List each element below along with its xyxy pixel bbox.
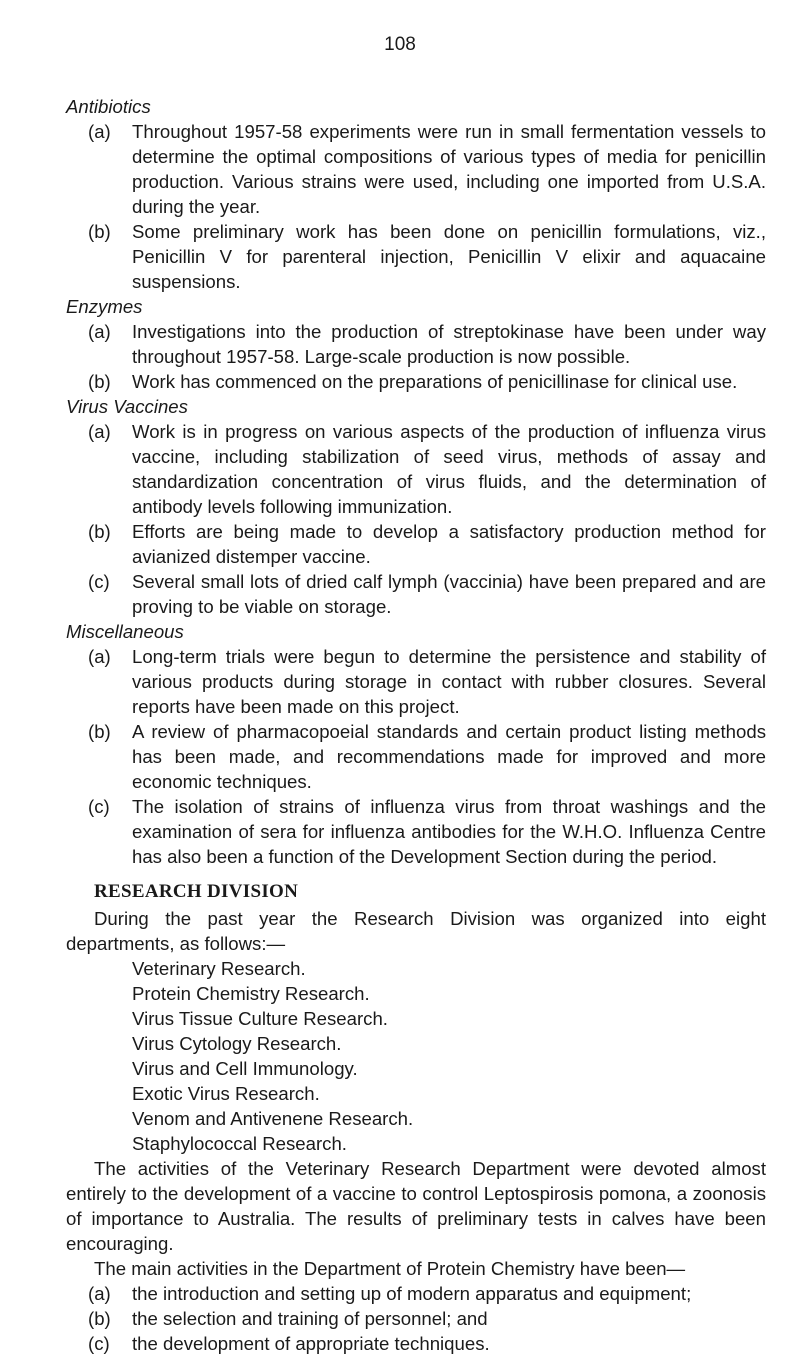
list-item xyxy=(66,419,766,519)
list-item xyxy=(66,794,766,869)
item-label: (a) xyxy=(88,1283,111,1304)
list-item xyxy=(66,319,766,369)
item-label: (b) xyxy=(88,1308,111,1329)
item-label: (c) xyxy=(88,1333,110,1354)
list-item xyxy=(66,119,766,219)
department-item: Virus and Cell Immunology. xyxy=(132,1058,358,1079)
section-heading-enzymes: Enzymes xyxy=(66,296,143,317)
item-text: Work has commenced on the preparations of penicillinase for clinical use. xyxy=(132,371,738,392)
item-text: A review of pharmacopoeial standards and certain product listing methods has been made, and recommendations made for improved and more economic techniques. xyxy=(132,721,766,792)
item-text: the introduction and setting up of modern apparatus and equipment; xyxy=(132,1283,692,1304)
research-intro: During the past year the Research Division was organized into eight departments, as follows:— xyxy=(66,908,766,954)
item-label: (a) xyxy=(88,121,111,142)
item-label: (c) xyxy=(88,796,110,817)
item-text: Several small lots of dried calf lymph (vaccinia) have been prepared and are proving to be viable on storage. xyxy=(132,571,766,617)
item-label: (a) xyxy=(88,321,111,342)
department-item: Virus Cytology Research. xyxy=(132,1033,342,1054)
item-label: (a) xyxy=(88,646,111,667)
item-label: (b) xyxy=(88,721,111,742)
item-text: Efforts are being made to develop a satisfactory production method for avianized distemper vaccine. xyxy=(132,521,766,567)
item-text: the selection and training of personnel; and xyxy=(132,1308,488,1329)
list-item xyxy=(66,719,766,794)
list-item xyxy=(66,1281,766,1306)
department-item: Protein Chemistry Research. xyxy=(132,983,370,1004)
list-item xyxy=(66,569,766,619)
protein-paragraph: The main activities in the Department of Protein Chemistry have been— xyxy=(94,1258,686,1279)
veterinary-paragraph: The activities of the Veterinary Research Department were devoted almost entirely to the development of a vaccine to control Leptospirosis pomona, a zoonosis of importance to Australia. The results of preliminary tests in calves have been encouraging. xyxy=(66,1158,766,1254)
item-text: The isolation of strains of influenza virus from throat washings and the examination of sera for influenza antibodies for the W.H.O. Influenza Centre has also been a function of the Development Section during the period. xyxy=(132,796,766,867)
department-item: Exotic Virus Research. xyxy=(132,1083,320,1104)
page-number: 108 xyxy=(384,34,416,55)
list-item xyxy=(66,369,766,394)
item-text: Some preliminary work has been done on penicillin formulations, viz., Penicillin V for parenteral injection, Penicillin V elixir and aquacaine suspensions. xyxy=(132,221,766,292)
list-item xyxy=(66,219,766,294)
list-item xyxy=(66,1306,766,1331)
department-item: Staphylococcal Research. xyxy=(132,1133,347,1154)
item-text: Long-term trials were begun to determine the persistence and stability of various products during storage in contact with rubber closures. Several reports have been made on this project. xyxy=(132,646,766,717)
item-label: (c) xyxy=(88,571,110,592)
list-item xyxy=(66,644,766,719)
list-item xyxy=(66,1331,766,1356)
section-heading-miscellaneous: Miscellaneous xyxy=(66,621,184,642)
section-heading-virus-vaccines: Virus Vaccines xyxy=(66,396,188,417)
item-text: Investigations into the production of streptokinase have been under way throughout 1957-58. Large-scale production is now possible. xyxy=(132,321,766,367)
item-label: (b) xyxy=(88,371,111,392)
list-item xyxy=(66,519,766,569)
page-content xyxy=(66,94,766,1356)
item-text: Work is in progress on various aspects of the production of influenza virus vaccine, including stabilization of seed virus, methods of assay and standardization concentration of virus fluids, and the determination of antibody levels following immunization. xyxy=(132,421,766,517)
item-text: Throughout 1957-58 experiments were run in small fermentation vessels to determine the optimal compositions of various types of media for penicillin production. Various strains were used, including one imported from U.S.A. during the year. xyxy=(132,121,766,217)
item-text: the development of appropriate techniques. xyxy=(132,1333,490,1354)
item-label: (b) xyxy=(88,221,111,242)
item-label: (a) xyxy=(88,421,111,442)
item-label: (b) xyxy=(88,521,111,542)
department-item: Veterinary Research. xyxy=(132,958,306,979)
department-item: Venom and Antivenene Research. xyxy=(132,1108,414,1129)
section-heading-antibiotics: Antibiotics xyxy=(66,96,151,117)
research-division-heading: RESEARCH DIVISION xyxy=(94,881,299,902)
department-item: Virus Tissue Culture Research. xyxy=(132,1008,388,1029)
